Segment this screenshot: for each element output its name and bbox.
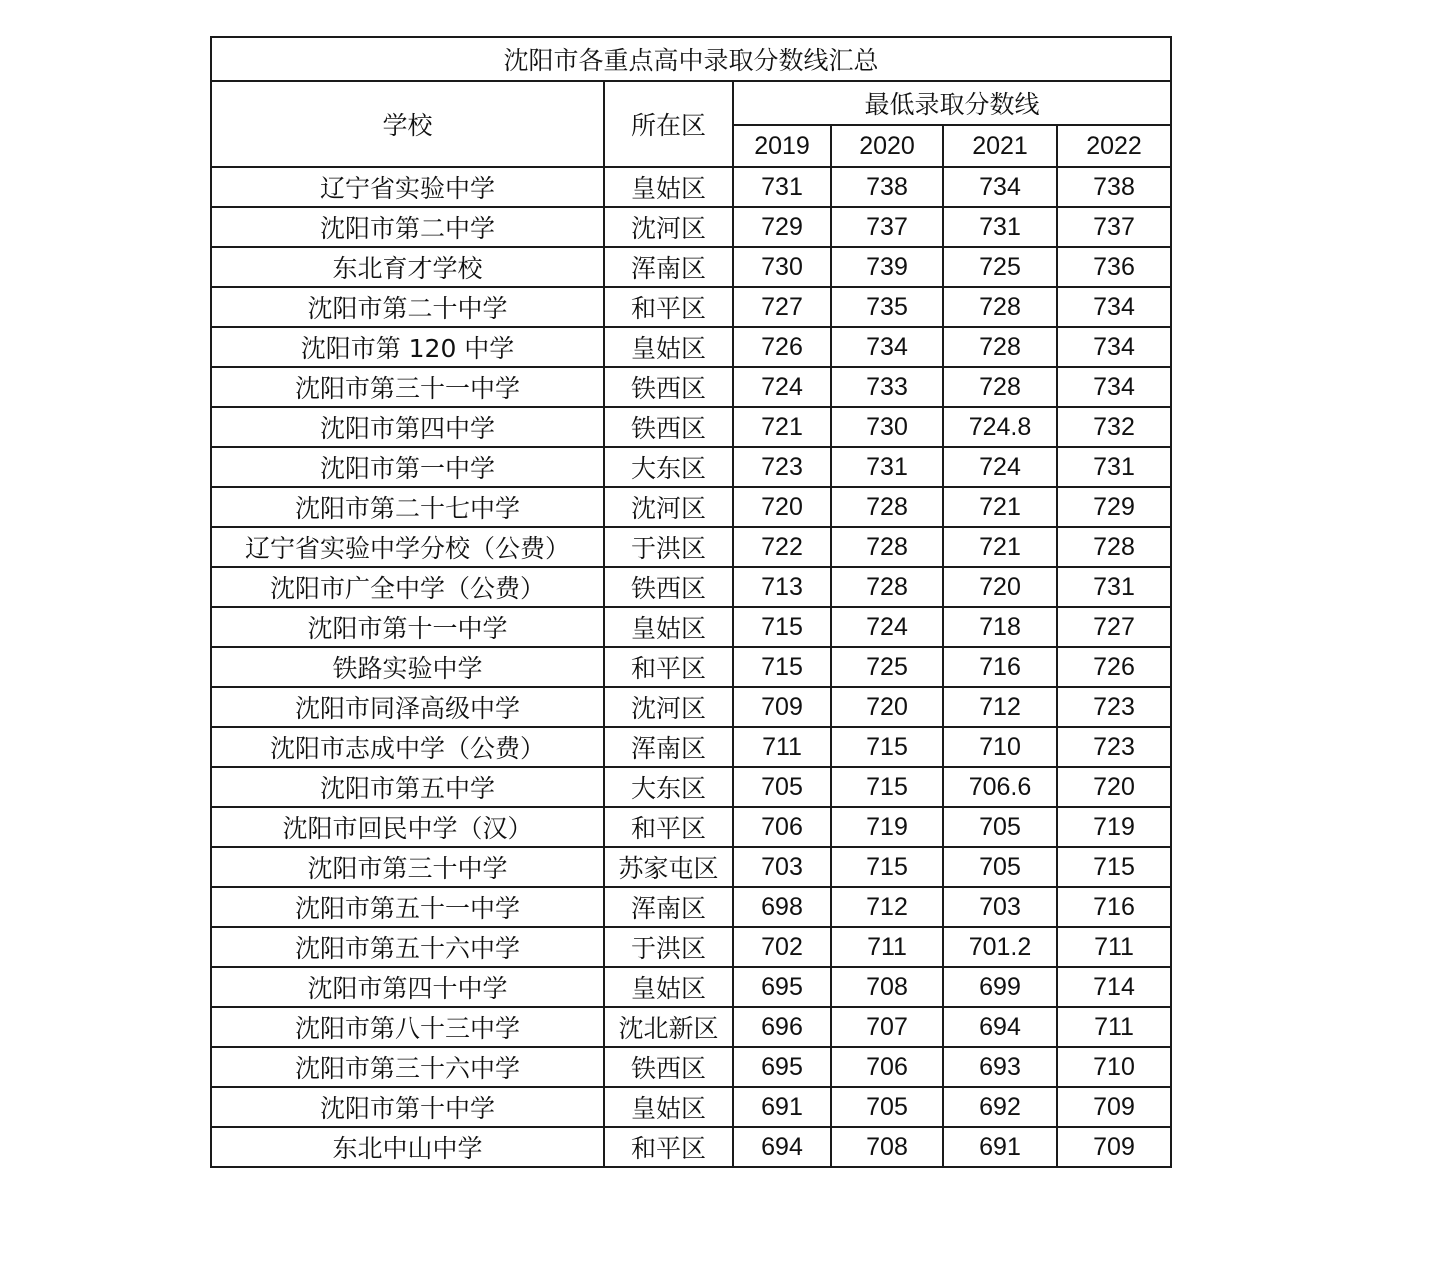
score-2021-cell: 720 bbox=[943, 567, 1057, 607]
score-2020-cell: 707 bbox=[831, 1007, 943, 1047]
district-cell: 和平区 bbox=[604, 807, 733, 847]
table-row bbox=[211, 207, 1171, 247]
school-name-cell: 沈阳市第四中学 bbox=[211, 407, 604, 447]
score-2020-cell: 735 bbox=[831, 287, 943, 327]
score-2019-cell: 715 bbox=[733, 647, 831, 687]
score-2021-cell: 712 bbox=[943, 687, 1057, 727]
score-2019-cell: 698 bbox=[733, 887, 831, 927]
district-cell: 铁西区 bbox=[604, 407, 733, 447]
score-2021-cell: 693 bbox=[943, 1047, 1057, 1087]
score-2019-cell: 713 bbox=[733, 567, 831, 607]
score-2022-cell: 728 bbox=[1057, 527, 1171, 567]
score-2022-cell: 734 bbox=[1057, 327, 1171, 367]
school-name-cell: 沈阳市同泽高级中学 bbox=[211, 687, 604, 727]
school-name-cell: 沈阳市第五十一中学 bbox=[211, 887, 604, 927]
score-2022-cell: 711 bbox=[1057, 1007, 1171, 1047]
district-cell: 于洪区 bbox=[604, 927, 733, 967]
table-row bbox=[211, 967, 1171, 1007]
header-year-2020: 2020 bbox=[831, 125, 943, 167]
header-min-score-group: 最低录取分数线 bbox=[733, 81, 1171, 125]
score-2021-cell: 728 bbox=[943, 327, 1057, 367]
score-2020-cell: 728 bbox=[831, 527, 943, 567]
score-2019-cell: 705 bbox=[733, 767, 831, 807]
score-2022-cell: 711 bbox=[1057, 927, 1171, 967]
table-row bbox=[211, 727, 1171, 767]
admission-score-table bbox=[210, 36, 1172, 1168]
school-name-cell: 沈阳市第十一中学 bbox=[211, 607, 604, 647]
table-row bbox=[211, 887, 1171, 927]
score-2019-cell: 722 bbox=[733, 527, 831, 567]
score-2021-cell: 728 bbox=[943, 367, 1057, 407]
table-title: 沈阳市各重点高中录取分数线汇总 bbox=[211, 37, 1171, 81]
score-2020-cell: 733 bbox=[831, 367, 943, 407]
score-2021-cell: 721 bbox=[943, 527, 1057, 567]
school-name-cell: 沈阳市第一中学 bbox=[211, 447, 604, 487]
district-cell: 大东区 bbox=[604, 767, 733, 807]
score-2020-cell: 715 bbox=[831, 727, 943, 767]
score-2022-cell: 734 bbox=[1057, 367, 1171, 407]
score-2020-cell: 708 bbox=[831, 967, 943, 1007]
score-2020-cell: 734 bbox=[831, 327, 943, 367]
score-2019-cell: 724 bbox=[733, 367, 831, 407]
score-2020-cell: 720 bbox=[831, 687, 943, 727]
district-cell: 铁西区 bbox=[604, 367, 733, 407]
score-2020-cell: 719 bbox=[831, 807, 943, 847]
table-row bbox=[211, 447, 1171, 487]
header-year-2021: 2021 bbox=[943, 125, 1057, 167]
table-row bbox=[211, 487, 1171, 527]
score-2022-cell: 723 bbox=[1057, 727, 1171, 767]
score-2020-cell: 728 bbox=[831, 567, 943, 607]
score-2021-cell: 716 bbox=[943, 647, 1057, 687]
score-2022-cell: 726 bbox=[1057, 647, 1171, 687]
score-2019-cell: 727 bbox=[733, 287, 831, 327]
district-cell: 皇姑区 bbox=[604, 607, 733, 647]
score-2019-cell: 695 bbox=[733, 1047, 831, 1087]
score-2020-cell: 738 bbox=[831, 167, 943, 207]
table-row bbox=[211, 1007, 1171, 1047]
school-name-cell: 沈阳市广全中学（公费） bbox=[211, 567, 604, 607]
score-2019-cell: 730 bbox=[733, 247, 831, 287]
score-2022-cell: 720 bbox=[1057, 767, 1171, 807]
score-2022-cell: 719 bbox=[1057, 807, 1171, 847]
score-2021-cell: 718 bbox=[943, 607, 1057, 647]
score-2022-cell: 729 bbox=[1057, 487, 1171, 527]
table-row bbox=[211, 407, 1171, 447]
score-2020-cell: 730 bbox=[831, 407, 943, 447]
score-2022-cell: 731 bbox=[1057, 447, 1171, 487]
score-2019-cell: 703 bbox=[733, 847, 831, 887]
school-name-cell: 东北育才学校 bbox=[211, 247, 604, 287]
score-2019-cell: 731 bbox=[733, 167, 831, 207]
school-name-cell: 沈阳市第 120 中学 bbox=[211, 327, 604, 367]
table-row bbox=[211, 287, 1171, 327]
score-2022-cell: 737 bbox=[1057, 207, 1171, 247]
header-district: 所在区 bbox=[604, 81, 733, 167]
table-row bbox=[211, 847, 1171, 887]
score-2019-cell: 711 bbox=[733, 727, 831, 767]
school-name-cell: 沈阳市第十中学 bbox=[211, 1087, 604, 1127]
score-2020-cell: 715 bbox=[831, 847, 943, 887]
score-2019-cell: 721 bbox=[733, 407, 831, 447]
score-2019-cell: 726 bbox=[733, 327, 831, 367]
table-row bbox=[211, 767, 1171, 807]
score-2019-cell: 695 bbox=[733, 967, 831, 1007]
score-2020-cell: 737 bbox=[831, 207, 943, 247]
district-cell: 浑南区 bbox=[604, 727, 733, 767]
score-2020-cell: 708 bbox=[831, 1127, 943, 1167]
table-row bbox=[211, 687, 1171, 727]
table-body bbox=[211, 167, 1171, 1167]
score-2019-cell: 723 bbox=[733, 447, 831, 487]
table-row bbox=[211, 1087, 1171, 1127]
school-name-cell: 沈阳市回民中学（汉） bbox=[211, 807, 604, 847]
score-2020-cell: 705 bbox=[831, 1087, 943, 1127]
header-school: 学校 bbox=[211, 81, 604, 167]
district-cell: 和平区 bbox=[604, 647, 733, 687]
score-2020-cell: 715 bbox=[831, 767, 943, 807]
score-2021-cell: 731 bbox=[943, 207, 1057, 247]
score-2022-cell: 738 bbox=[1057, 167, 1171, 207]
score-2021-cell: 705 bbox=[943, 847, 1057, 887]
table-row bbox=[211, 327, 1171, 367]
district-cell: 皇姑区 bbox=[604, 167, 733, 207]
district-cell: 铁西区 bbox=[604, 1047, 733, 1087]
school-name-cell: 沈阳市第四十中学 bbox=[211, 967, 604, 1007]
district-cell: 皇姑区 bbox=[604, 327, 733, 367]
score-2021-cell: 706.6 bbox=[943, 767, 1057, 807]
score-2019-cell: 696 bbox=[733, 1007, 831, 1047]
district-cell: 苏家屯区 bbox=[604, 847, 733, 887]
district-cell: 浑南区 bbox=[604, 887, 733, 927]
score-2020-cell: 711 bbox=[831, 927, 943, 967]
score-2019-cell: 720 bbox=[733, 487, 831, 527]
district-cell: 沈北新区 bbox=[604, 1007, 733, 1047]
score-2021-cell: 734 bbox=[943, 167, 1057, 207]
school-name-cell: 沈阳市第三十一中学 bbox=[211, 367, 604, 407]
school-name-cell: 辽宁省实验中学 bbox=[211, 167, 604, 207]
table-row bbox=[211, 927, 1171, 967]
district-cell: 铁西区 bbox=[604, 567, 733, 607]
school-name-cell: 沈阳市第二十中学 bbox=[211, 287, 604, 327]
score-2021-cell: 691 bbox=[943, 1127, 1057, 1167]
school-name-cell: 沈阳市第三十六中学 bbox=[211, 1047, 604, 1087]
score-table-sheet bbox=[210, 36, 1172, 1168]
score-2022-cell: 716 bbox=[1057, 887, 1171, 927]
table-row bbox=[211, 247, 1171, 287]
score-2019-cell: 702 bbox=[733, 927, 831, 967]
table-row bbox=[211, 1047, 1171, 1087]
table-row bbox=[211, 607, 1171, 647]
district-cell: 沈河区 bbox=[604, 487, 733, 527]
score-2021-cell: 725 bbox=[943, 247, 1057, 287]
school-name-cell: 铁路实验中学 bbox=[211, 647, 604, 687]
table-row bbox=[211, 527, 1171, 567]
score-2021-cell: 724.8 bbox=[943, 407, 1057, 447]
school-name-cell: 沈阳市第二十七中学 bbox=[211, 487, 604, 527]
score-2021-cell: 692 bbox=[943, 1087, 1057, 1127]
score-2020-cell: 725 bbox=[831, 647, 943, 687]
school-name-cell: 东北中山中学 bbox=[211, 1127, 604, 1167]
score-2020-cell: 724 bbox=[831, 607, 943, 647]
header-year-2022: 2022 bbox=[1057, 125, 1171, 167]
district-cell: 沈河区 bbox=[604, 207, 733, 247]
district-cell: 于洪区 bbox=[604, 527, 733, 567]
score-2019-cell: 691 bbox=[733, 1087, 831, 1127]
table-row bbox=[211, 167, 1171, 207]
district-cell: 和平区 bbox=[604, 287, 733, 327]
score-2020-cell: 728 bbox=[831, 487, 943, 527]
score-2021-cell: 705 bbox=[943, 807, 1057, 847]
table-row bbox=[211, 647, 1171, 687]
district-cell: 沈河区 bbox=[604, 687, 733, 727]
school-name-cell: 沈阳市第五十六中学 bbox=[211, 927, 604, 967]
score-2021-cell: 703 bbox=[943, 887, 1057, 927]
school-name-cell: 沈阳市第八十三中学 bbox=[211, 1007, 604, 1047]
score-2019-cell: 729 bbox=[733, 207, 831, 247]
district-cell: 浑南区 bbox=[604, 247, 733, 287]
district-cell: 和平区 bbox=[604, 1127, 733, 1167]
score-2021-cell: 728 bbox=[943, 287, 1057, 327]
score-2019-cell: 694 bbox=[733, 1127, 831, 1167]
district-cell: 皇姑区 bbox=[604, 1087, 733, 1127]
score-2019-cell: 709 bbox=[733, 687, 831, 727]
header-year-2019: 2019 bbox=[733, 125, 831, 167]
score-2022-cell: 709 bbox=[1057, 1087, 1171, 1127]
school-name-cell: 沈阳市第三十中学 bbox=[211, 847, 604, 887]
score-2020-cell: 712 bbox=[831, 887, 943, 927]
school-name-cell: 沈阳市第五中学 bbox=[211, 767, 604, 807]
score-2022-cell: 731 bbox=[1057, 567, 1171, 607]
score-2022-cell: 732 bbox=[1057, 407, 1171, 447]
score-2020-cell: 731 bbox=[831, 447, 943, 487]
school-name-cell: 沈阳市第二中学 bbox=[211, 207, 604, 247]
district-cell: 大东区 bbox=[604, 447, 733, 487]
score-2022-cell: 715 bbox=[1057, 847, 1171, 887]
score-2022-cell: 723 bbox=[1057, 687, 1171, 727]
score-2021-cell: 721 bbox=[943, 487, 1057, 527]
score-2022-cell: 710 bbox=[1057, 1047, 1171, 1087]
school-name-cell: 辽宁省实验中学分校（公费） bbox=[211, 527, 604, 567]
table-row bbox=[211, 1127, 1171, 1167]
score-2022-cell: 709 bbox=[1057, 1127, 1171, 1167]
score-2022-cell: 727 bbox=[1057, 607, 1171, 647]
score-2021-cell: 724 bbox=[943, 447, 1057, 487]
score-2020-cell: 739 bbox=[831, 247, 943, 287]
table-row bbox=[211, 807, 1171, 847]
score-2021-cell: 701.2 bbox=[943, 927, 1057, 967]
district-cell: 皇姑区 bbox=[604, 967, 733, 1007]
score-2022-cell: 714 bbox=[1057, 967, 1171, 1007]
score-2021-cell: 694 bbox=[943, 1007, 1057, 1047]
score-2019-cell: 715 bbox=[733, 607, 831, 647]
school-name-cell: 沈阳市志成中学（公费） bbox=[211, 727, 604, 767]
score-2022-cell: 736 bbox=[1057, 247, 1171, 287]
score-2022-cell: 734 bbox=[1057, 287, 1171, 327]
table-row bbox=[211, 367, 1171, 407]
score-2021-cell: 710 bbox=[943, 727, 1057, 767]
table-row bbox=[211, 567, 1171, 607]
score-2020-cell: 706 bbox=[831, 1047, 943, 1087]
score-2021-cell: 699 bbox=[943, 967, 1057, 1007]
score-2019-cell: 706 bbox=[733, 807, 831, 847]
